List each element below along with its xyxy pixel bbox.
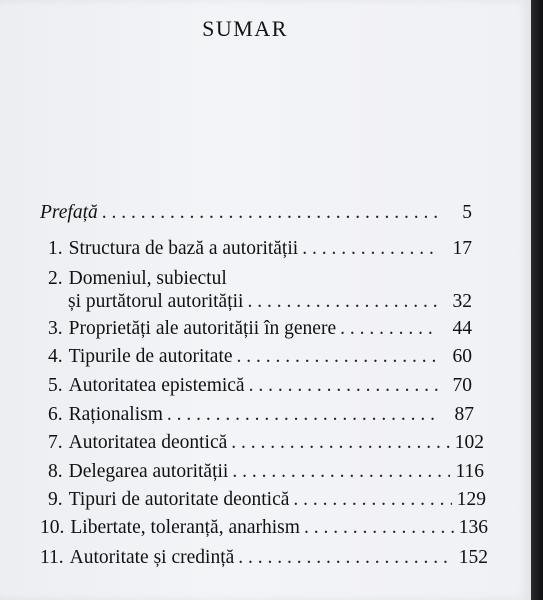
toc-entry-label: Domeniul, subiectul [68, 268, 227, 289]
toc-entry-preface [40, 202, 472, 228]
toc-entry-2 [48, 268, 227, 290]
toc-entry-label: Autoritatea deontică [68, 432, 228, 453]
toc-entry-page: 152 [458, 547, 488, 568]
dot-leader [231, 432, 450, 454]
toc-entry-2-continued [68, 291, 472, 317]
toc-entry-number: 10. [40, 517, 65, 538]
toc-entry-page: 129 [456, 489, 486, 510]
toc-entry-1 [48, 238, 472, 264]
toc-entry-label: Structura de bază a autorității [68, 238, 299, 259]
dot-leader [304, 517, 454, 539]
toc-entry-label: Raționalism [68, 404, 163, 425]
toc-entry-4 [48, 346, 472, 372]
toc-entry-page: 32 [452, 291, 472, 312]
toc-entry-number: 5. [48, 375, 63, 396]
dot-leader [340, 318, 438, 340]
toc-entry-8 [48, 461, 484, 487]
dot-leader [102, 202, 438, 224]
toc-entry-label: Autoritate și credință [69, 547, 235, 568]
toc-entry-number: 2. [48, 268, 63, 289]
toc-entry-page: 136 [458, 517, 488, 538]
toc-entry-number: 6. [48, 404, 63, 425]
toc-entry-number: 9. [48, 489, 63, 510]
dot-leader [249, 375, 438, 397]
toc-entry-page: 116 [455, 461, 484, 482]
toc-entry-6 [48, 404, 474, 430]
toc-entry-9 [48, 489, 486, 515]
toc-entry-page: 102 [454, 432, 484, 453]
toc-entry-page: 17 [452, 238, 472, 259]
dot-leader [232, 461, 450, 483]
dot-leader [237, 346, 438, 368]
dot-leader [293, 489, 452, 511]
toc-entry-number: 3. [48, 318, 63, 339]
toc-entry-number: 7. [48, 432, 63, 453]
dot-leader [238, 547, 454, 569]
toc-entry-label: Proprietăți ale autorității în genere [68, 318, 337, 339]
toc-entry-number: 11. [40, 547, 64, 568]
toc-entry-5 [48, 375, 472, 401]
toc-entry-label: Libertate, toleranță, anarhism [70, 517, 300, 538]
toc-entry-number: 4. [48, 346, 63, 367]
page-edge-shadow [531, 0, 543, 600]
toc-entry-label: Tipurile de autoritate [68, 346, 233, 367]
toc-entry-label: Prefață [40, 202, 98, 223]
toc-entry-page: 70 [452, 375, 472, 396]
toc-entry-page: 60 [452, 346, 472, 367]
toc-entry-page: 87 [454, 404, 474, 425]
dot-leader [302, 238, 438, 260]
toc-entry-7 [48, 432, 484, 458]
toc-entry-label: Tipuri de autoritate deontică [68, 489, 290, 510]
toc-entry-number: 8. [48, 461, 63, 482]
toc-entry-page: 5 [462, 202, 472, 223]
page-title: SUMAR [202, 16, 288, 41]
toc-entry-page: 44 [452, 318, 472, 339]
toc-entry-label: Autoritatea epistemică [68, 375, 245, 396]
toc-entry-10 [40, 517, 488, 543]
toc-entry-number: 1. [48, 238, 63, 259]
toc-entry-11 [40, 547, 488, 573]
dot-leader [247, 291, 438, 313]
toc-entry-label: și purtătorul autorității [68, 291, 244, 312]
toc-entry-label: Delegarea autorității [68, 461, 229, 482]
toc-entry-3 [48, 318, 472, 344]
dot-leader [167, 404, 440, 426]
